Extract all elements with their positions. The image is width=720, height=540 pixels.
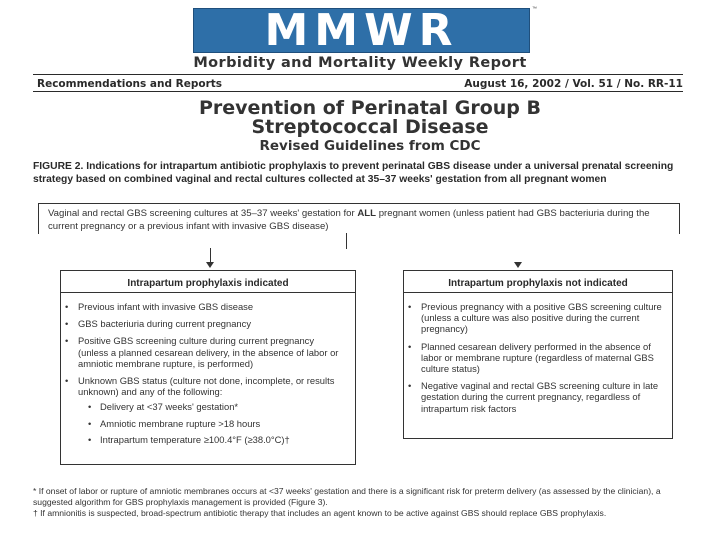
list-item bbox=[404, 380, 664, 414]
bullet-icon: • bbox=[408, 301, 412, 312]
list-item bbox=[61, 335, 345, 369]
title-line-2: Streptococcal Disease bbox=[251, 116, 489, 138]
trademark: ™ bbox=[532, 6, 537, 12]
list-item-text: Planned cesarean delivery performed in the absence of labor or membrane rupture (regardless of maternal GBS culture status) bbox=[421, 340, 654, 375]
arrow-left-line bbox=[210, 248, 211, 262]
list-item-text: Negative vaginal and rectal GBS screening culture in late gestation during the current pregnancy, regardless of intrapartum risk factors bbox=[421, 380, 659, 414]
bullet-icon: • bbox=[65, 301, 69, 312]
bullet-icon: • bbox=[65, 375, 69, 387]
sub-list-item bbox=[84, 401, 345, 412]
revised-subtitle: Revised Guidelines from CDC bbox=[259, 138, 481, 154]
bullet-icon: • bbox=[65, 335, 69, 347]
list-item bbox=[61, 375, 345, 445]
bullet-icon: • bbox=[88, 417, 92, 429]
screening-emphasis: ALL bbox=[357, 208, 377, 219]
masthead-rule-bottom bbox=[33, 91, 683, 92]
issue-label: August 16, 2002 / Vol. 51 / No. RR-11 bbox=[464, 78, 683, 90]
mmwr-logo bbox=[193, 4, 530, 56]
sub-list-item bbox=[84, 418, 345, 429]
bullet-icon: • bbox=[408, 380, 412, 392]
list-item-text: Positive GBS screening culture during current pregnancy (unless a planned cesarean delivery, in the absence of labor or amniotic membrane rupture, is performed) bbox=[78, 335, 339, 369]
list-item-text: Previous infant with invasive GBS disease bbox=[78, 301, 254, 312]
masthead-rule-top bbox=[33, 74, 683, 75]
not-indicated-list bbox=[404, 301, 672, 414]
prophylaxis-indicated-box bbox=[60, 270, 356, 465]
list-item bbox=[61, 301, 345, 312]
screening-text-before: Vaginal and rectal GBS screening cultures at 35–37 weeks' gestation for bbox=[48, 208, 358, 219]
sub-item-text: Amniotic membrane rupture >18 hours bbox=[100, 417, 261, 429]
masthead-subtitle: Morbidity and Mortality Weekly Report bbox=[193, 55, 527, 71]
list-item bbox=[61, 318, 345, 329]
bullet-icon: • bbox=[88, 433, 92, 445]
bullet-icon: • bbox=[65, 318, 69, 330]
connector-line bbox=[346, 233, 347, 249]
not-indicated-heading-rule bbox=[404, 292, 672, 293]
sub-list-item bbox=[84, 434, 345, 445]
list-item-text: Unknown GBS status (culture not done, incomplete, or results unknown) and any of the following: bbox=[78, 375, 335, 398]
list-item-text: Previous pregnancy with a positive GBS screening culture (unless a culture was also positive during the current pregnancy) bbox=[421, 301, 662, 335]
footnote-2: † If amnionitis is suspected, broad-spectrum antibiotic therapy that includes an agent known to be active against GBS should replace GBS prophylaxis. bbox=[33, 508, 607, 518]
list-item bbox=[404, 301, 664, 335]
section-label: Recommendations and Reports bbox=[37, 78, 223, 90]
screening-text-after: pregnant women (unless patient had GBS bacteriuria during the current pregnancy or a previous infant with invasive GBS disease) bbox=[48, 208, 650, 232]
indicated-heading: Intrapartum prophylaxis indicated bbox=[127, 278, 289, 289]
list-item bbox=[404, 341, 664, 375]
indicated-heading-rule bbox=[61, 292, 355, 293]
screening-text bbox=[48, 207, 676, 233]
indicated-list bbox=[61, 301, 355, 445]
arrow-left-head bbox=[206, 262, 214, 268]
sub-item-text: Intrapartum temperature ≥100.4°F (≥38.0°C)† bbox=[100, 433, 290, 445]
figure-caption: FIGURE 2. Indications for intrapartum antibiotic prophylaxis to prevent perinatal GBS disease under a universal prenatal screening strategy based on combined vaginal and rectal cultures collected at 35–37 weeks' gestation from all pregnant women bbox=[33, 161, 674, 185]
arrow-right-head bbox=[514, 262, 522, 268]
title-line-1: Prevention of Perinatal Group B bbox=[198, 97, 542, 119]
sub-list bbox=[78, 401, 345, 445]
footnote-1: * If onset of labor or rupture of amniotic membranes occurs at <37 weeks' gestation and there is a significant risk for preterm delivery (as assessed by the clinician), a suggested algorithm for GBS prophylaxis management is provided (Figure 3). bbox=[33, 486, 661, 507]
bullet-icon: • bbox=[408, 340, 412, 352]
prophylaxis-not-indicated-box bbox=[403, 270, 673, 439]
not-indicated-heading: Intrapartum prophylaxis not indicated bbox=[448, 278, 628, 289]
bullet-icon: • bbox=[88, 401, 92, 413]
sub-item-text: Delivery at <37 weeks' gestation* bbox=[100, 401, 239, 413]
logo-text: MMWR bbox=[264, 4, 459, 56]
list-item-text: GBS bacteriuria during current pregnancy bbox=[78, 318, 252, 330]
